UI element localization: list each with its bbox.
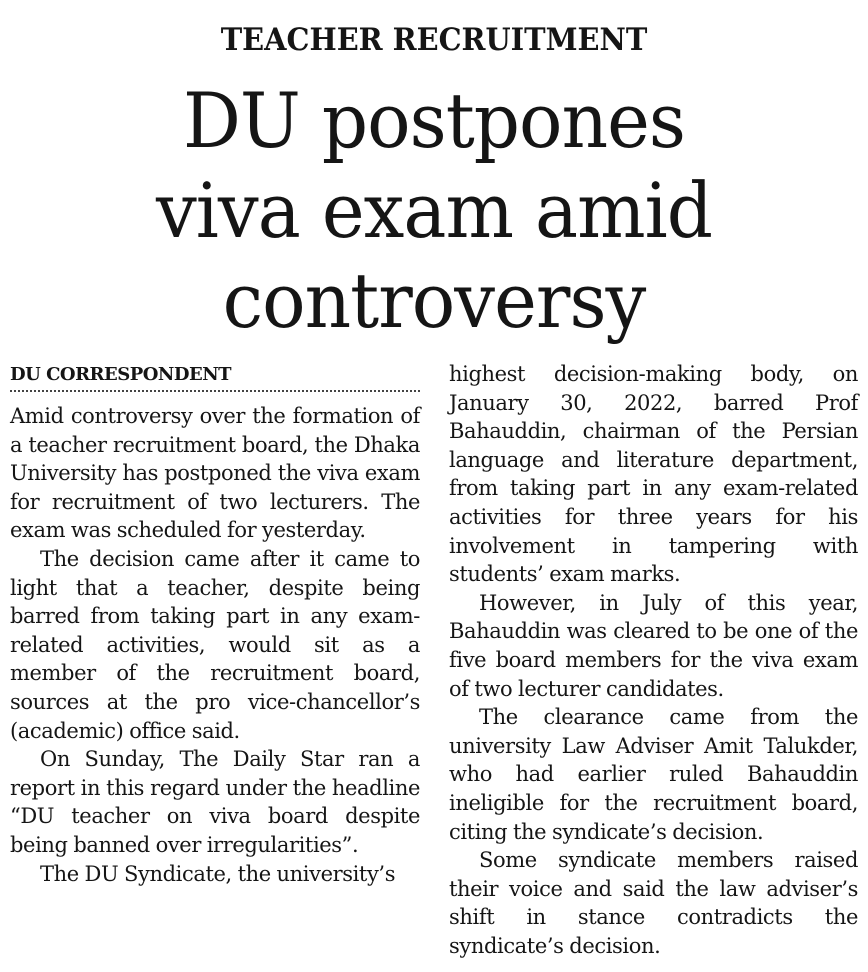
headline xyxy=(0,76,868,346)
paragraph: Amid controversy over the formation of a teacher recruitment board, the Dhaka University has postponed the viva exam for recruitment of two lecturers. The exam was scheduled for yesterday. xyxy=(10,404,420,543)
headline-line: DU postpones xyxy=(182,76,686,165)
right-column xyxy=(449,360,858,960)
paragraph: Some syndicate members raised their voice and said the law adviser’s shift in stance contradicts the syndicate’s decision. xyxy=(449,848,858,958)
paragraph: The DU Syndicate, the university’s xyxy=(40,861,396,886)
byline: DU CORRESPONDENT xyxy=(10,360,420,392)
headline-line: controversy xyxy=(222,256,646,345)
headline-line: viva exam amid xyxy=(155,166,713,255)
kicker: TEACHER RECRUITMENT xyxy=(220,22,648,58)
paragraph: However, in July of this year, Bahauddin was cleared to be one of the five board members for the viva exam of two lecturer candidates. xyxy=(449,590,858,701)
left-column xyxy=(10,360,420,888)
paragraph: The clearance came from the university Law Adviser Amit Talukder, who had earlier ruled Bahauddin ineligible for the recruitment board, citing the syndicate’s decision. xyxy=(449,705,858,844)
paragraph: The decision came after it came to light that a teacher, despite being barred from taking part in any exam-related activities, would sit as a member of the recruitment board, sources at the pro vice-chancellor’s (academic) office said. xyxy=(10,546,420,743)
paragraph: On Sunday, The Daily Star ran a report in this regard under the headline “DU teacher on viva board despite being banned over irregularities”. xyxy=(10,747,420,857)
paragraph: highest decision-making body, on January 30, 2022, barred Prof Bahauddin, chairman of the Persian language and literature department, from taking part in any exam-related activities for three years for his involvement in tampering with students’ exam marks. xyxy=(449,362,858,587)
